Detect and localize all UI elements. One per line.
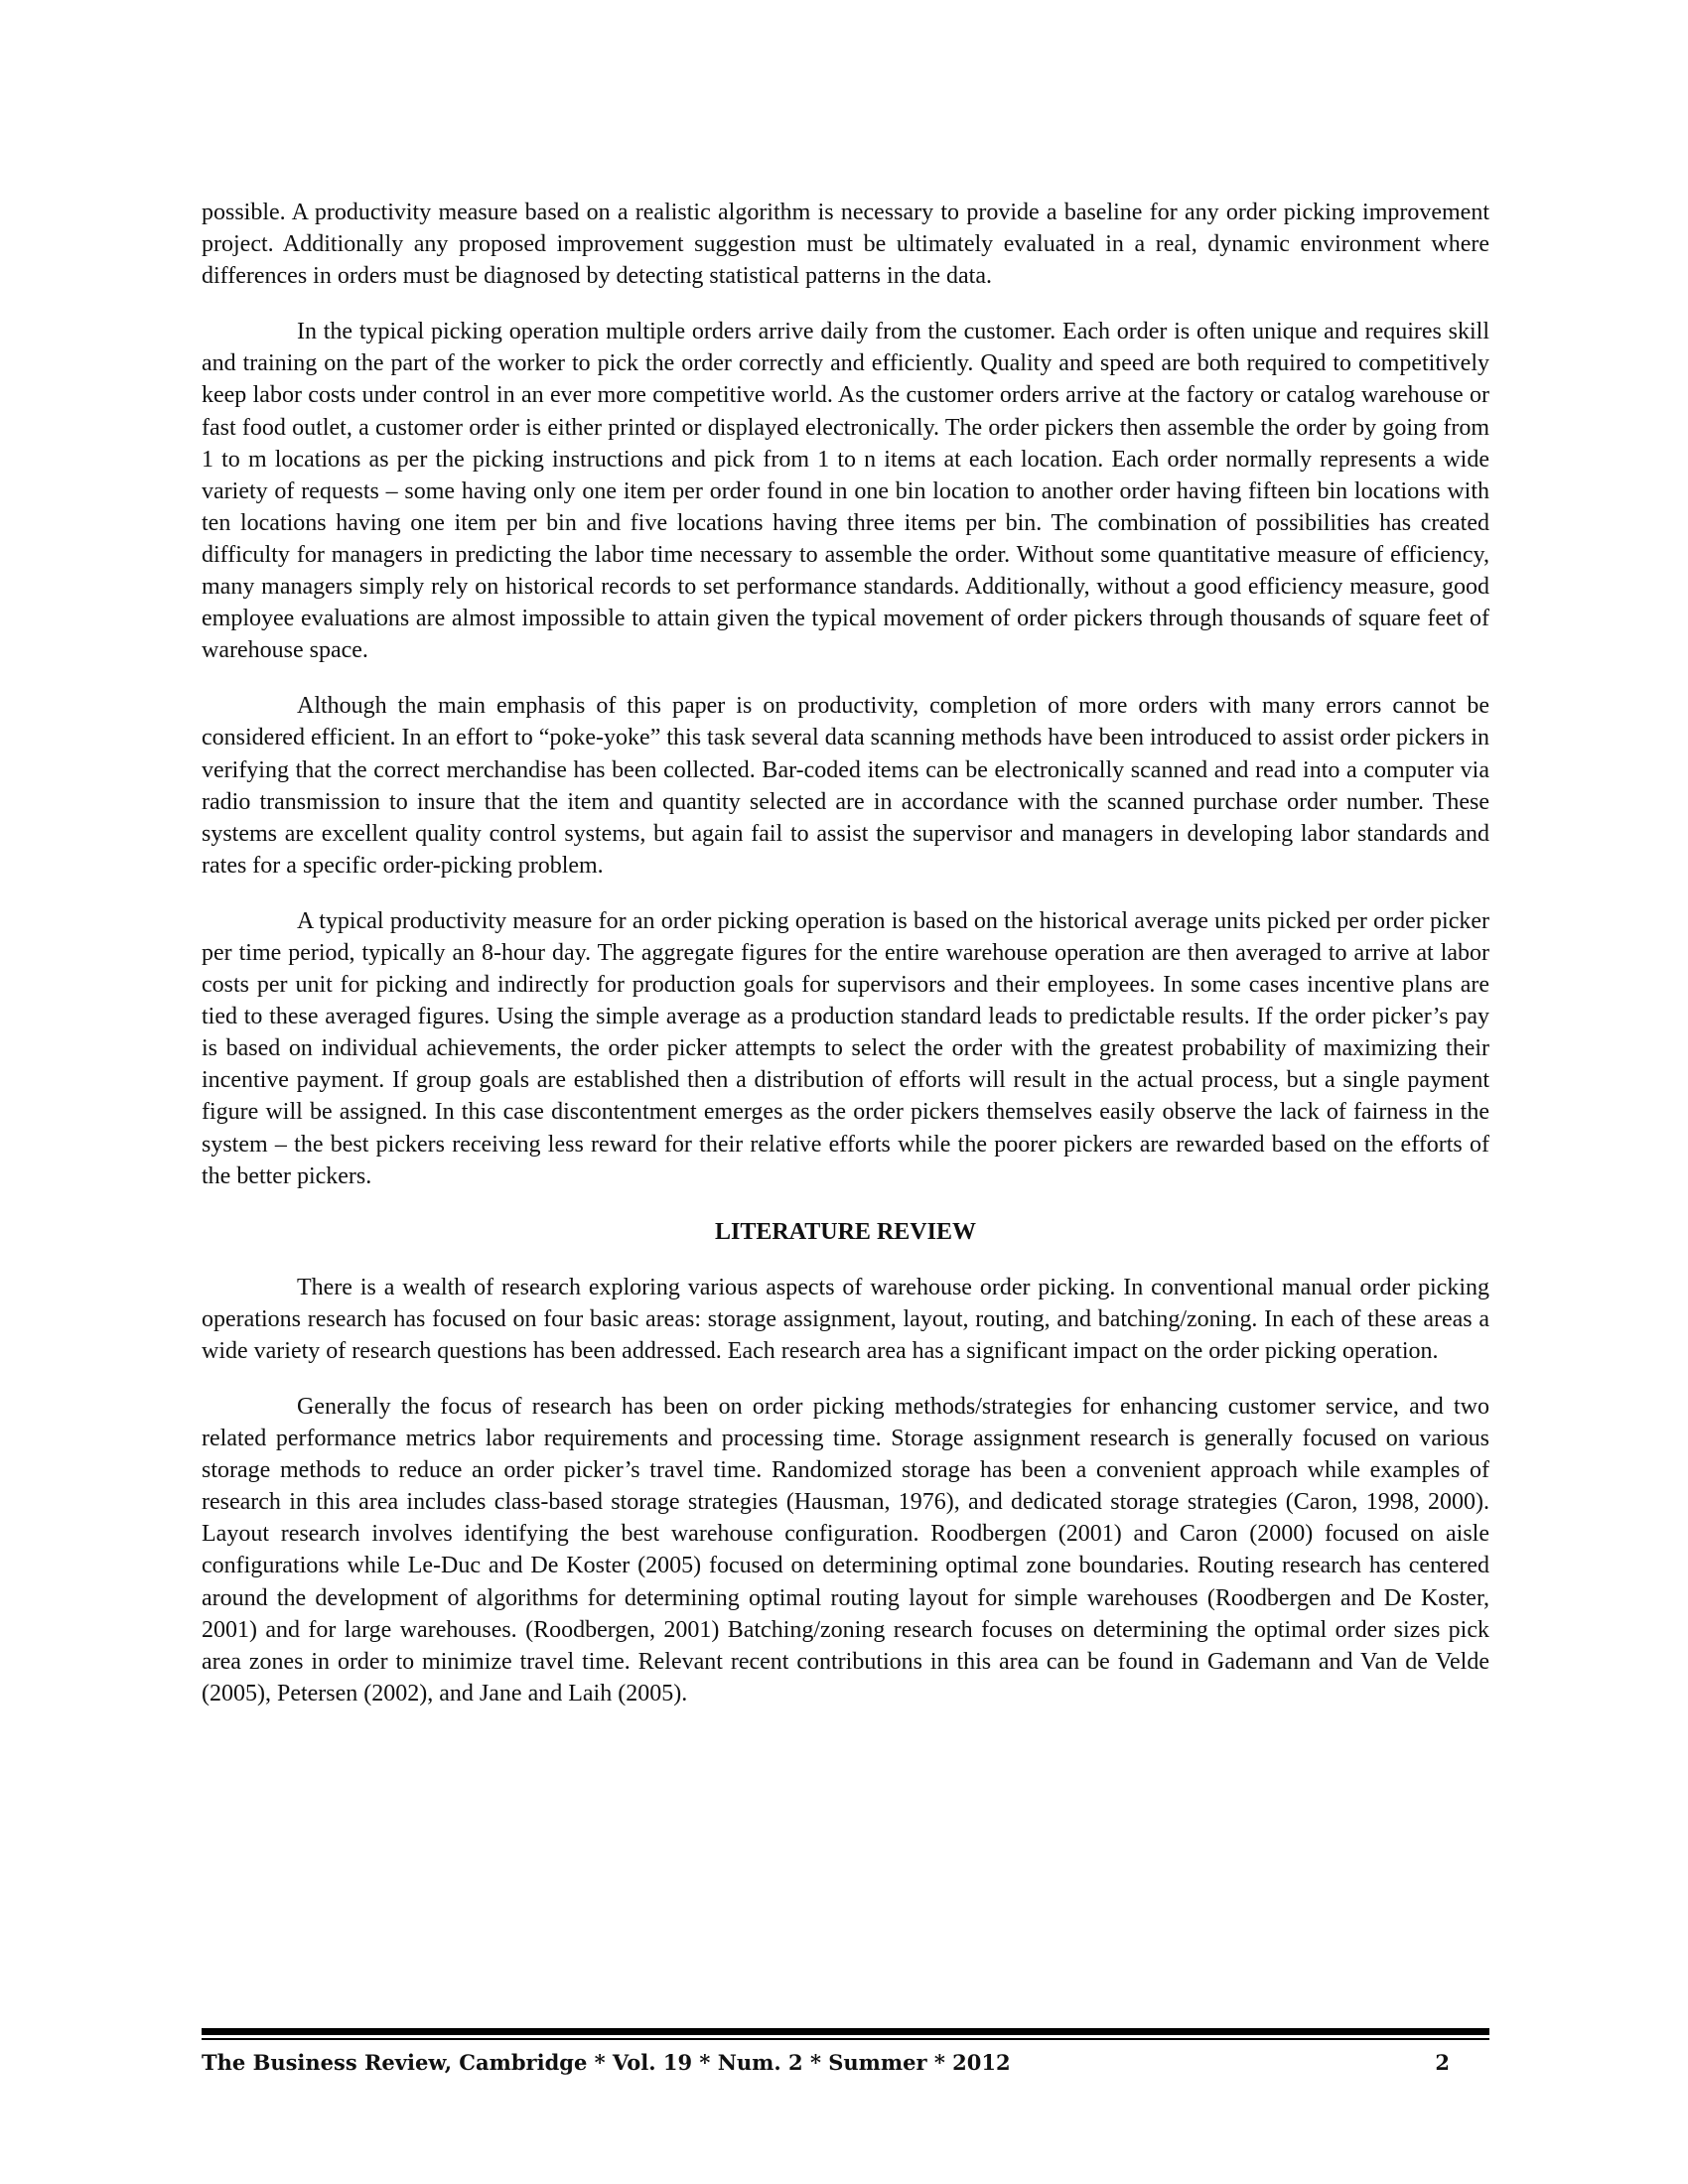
paragraph-continuation: possible. A productivity measure based on a realistic algorithm is necessary to provide a baseline for any order picking improvement project. Additionally any proposed improvement suggestion must be ultimately evaluated in a real, dynamic environment where differences in orders must be diagnosed by detecting statistical patterns in the data. [202,200,1489,290]
section-heading-literature-review: LITERATURE REVIEW [715,1218,976,1245]
footer-rule-thick [202,2028,1489,2035]
paragraph-review-detail: Generally the focus of research has been on order picking methods/strategies for enhancing customer service, and two related performance metrics labor requirements and processing time. Storage assignment research is generally focused on various storage methods to reduce an order picker’s travel time. Randomized storage has been a convenient approach while examples of research in this area includes class-based storage strategies (Hausman, 1976), and dedicated storage strategies (Caron, 1998, 2000). Layout research involves identifying the best warehouse configuration. Roodbergen (2001) and Caron (2000) focused on aisle configurations while Le-Duc and De Koster (2005) focused on determining optimal zone boundaries. Routing research has centered around the development of algorithms for determining optimal routing layout for simple warehouses (Roodbergen and De Koster, 2001) and for large warehouses. (Roodbergen, 2001) Batching/zoning research focuses on determining the optimal order sizes pick area zones in order to minimize travel time. Relevant recent contributions in this area can be found in Gademann and Van de Velde (2005), Petersen (2002), and Jane and Laih (2005). [202,1394,1489,1706]
paragraph-error-scanning: Although the main emphasis of this paper is on productivity, completion of more orders with many errors cannot be considered efficient. In an effort to “poke-yoke” this task several data scanning methods have been introduced to assist order pickers in verifying that the correct merchandise has been collected. Bar-coded items can be electronically scanned and read into a computer via radio transmission to insure that the item and quantity selected are in accordance with the scanned purchase order number. These systems are excellent quality control systems, but again fail to assist the supervisor and managers in developing labor standards and rates for a specific order-picking problem. [202,693,1489,879]
page-number: 2 [1435,2050,1450,2075]
paragraph-productivity-measure: A typical productivity measure for an order picking operation is based on the historical average units picked per order picker per time period, typically an 8-hour day. The aggregate figures for the entire warehouse operation are then averaged to arrive at labor costs per unit for picking and indirectly for production goals for supervisors and their employees. In some cases incentive plans are tied to these averaged figures. Using the simple average as a production standard leads to predictable results. If the order picker’s pay is based on individual achievements, the order picker attempts to select the order with the greatest probability of maximizing their incentive payment. If group goals are established then a distribution of efforts will result in the actual process, but a single payment figure will be assigned. In this case discontentment emerges as the order pickers themselves easily observe the lack of fairness in the system – the best pickers receiving less reward for their relative efforts while the poorer pickers are rewarded based on the efforts of the better pickers. [202,907,1489,1189]
page-footer [202,2028,1489,2080]
paragraph-picking-operation: In the typical picking operation multiple orders arrive daily from the customer. Each order is often unique and requires skill and training on the part of the worker to pick the order correctly and efficiently. Quality and speed are both required to competitively keep labor costs under control in an ever more competitive world. As the customer orders arrive at the factory or catalog warehouse or fast food outlet, a customer order is either printed or displayed electronically. The order pickers then assemble the order by going from 1 to m locations as per the picking instructions and pick from 1 to n items at each location. Each order normally represents a wide variety of requests – some having only one item per order found in one bin location to another order having fifteen bin locations with ten locations having one item per bin and five locations having three items per bin. The combination of possibilities has created difficulty for managers in predicting the labor time necessary to assemble the order. Without some quantitative measure of efficiency, many managers simply rely on historical records to set performance standards. Additionally, without a good efficiency measure, good employee evaluations are almost impossible to attain given the typical movement of order pickers through thousands of square feet of warehouse space. [202,319,1489,664]
paragraph-review-intro: There is a wealth of research exploring various aspects of warehouse order picking. In conventional manual order picking operations research has focused on four basic areas: storage assignment, layout, routing, and batching/zoning. In each of these areas a wide variety of research questions has been addressed. Each research area has a significant impact on the order picking operation. [202,1274,1489,1364]
footer-row [202,2040,1489,2080]
page-body [202,197,1489,1733]
footer-journal-citation: The Business Review, Cambridge * Vol. 19 * Num. 2 * Summer * 2012 [202,2050,1011,2075]
